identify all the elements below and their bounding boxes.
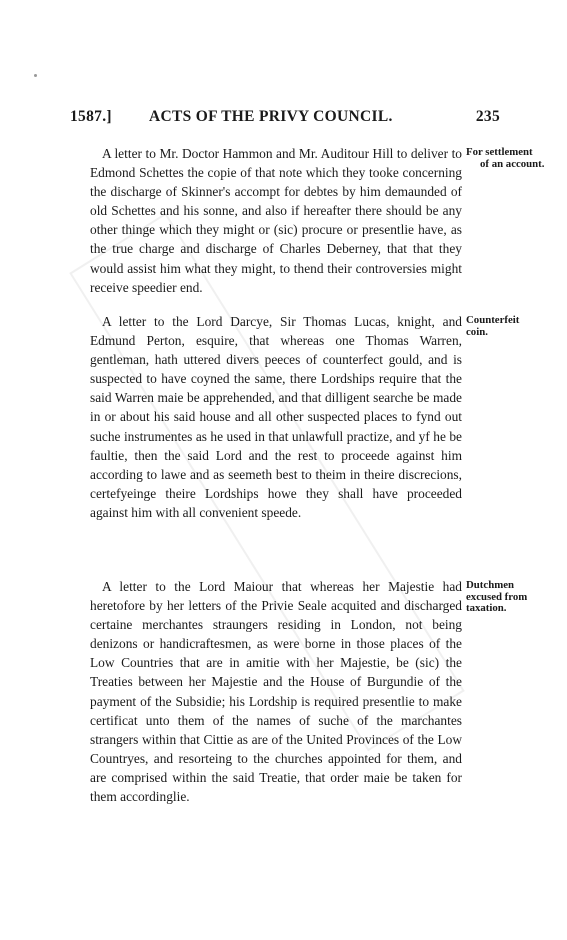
sidenote-line: of an account. <box>480 157 545 170</box>
header-title: ACTS OF THE PRIVY COUNCIL. <box>149 108 393 125</box>
entry-settlement-account: A letter to Mr. Doctor Hammon and Mr. Auditour Hill to deliver to Edmond Schettes the copie of that note which they tooke concerning the discharge of Skinner's accompt for debtes by him demaunded of old Schettes and his sonne, and also if hereafter there should be any other thinge which they might or (sic) procure or presentlie have, as the true charge and discharge of Charles Deberney, that that they would assist him what they might, to thend their controversies might receive speedier end. <box>90 146 462 295</box>
sidenote-counterfeit <box>466 315 566 338</box>
sidenote-line: For settlement <box>466 146 533 158</box>
entry-counterfeit-coin: A letter to the Lord Darcye, Sir Thomas Lucas, knight, and Edmund Perton, esquire, that whereas one Thomas Warren, gentleman, hath uttered divers peeces of counterfect gould, and is suspected to have coyned the same, there Lordships require that the said Warren maie be apprehended, and that dilligent searche be made in or about his said house and all other suspected places to fynd out suche instrumentes as he used in that unlawfull practize, and yf he be faultie, then the said Lord and the rest to proceede against him according to lawe and as seemeth best to theim in theire discrecions, certefyeinge theire Lordships howe they shall have proceeded against him with all convenient speede. <box>90 314 462 520</box>
page-number: 235 <box>475 108 500 125</box>
header-year: 1587.] <box>70 108 112 125</box>
sidenote-line: Dutchmen <box>466 579 514 591</box>
sidenote-settlement <box>466 147 566 170</box>
sidenote-dutchmen <box>466 580 566 615</box>
sidenote-line: coin. <box>466 325 488 338</box>
margin-speck <box>34 74 37 77</box>
sidenote-line: Counterfeit <box>466 314 520 326</box>
sidenote-line: excused from <box>466 590 528 603</box>
entry-dutchmen-taxation: A letter to the Lord Maiour that whereas her Majestie had heretofore by her letters of the Privie Seale acquited and discharged certaine merchantes straungers residing in London, not being denizons or handicraftesmen, as were borne in those places of the Low Countries that are in amitie with her Majestie, be (sic) the Treaties between her Majestie and the House of Burgundie of the payment of the Subsidie; his Lordship is required presentlie to make certificat unto them of the names of suche of the marchantes strangers within that Cittie as are of the United Provinces of the Low Countryes, and resorteing to the churches appointed for them, and are comprised within the said Treatie, that order maie be taken for them accordinglie. <box>90 579 462 805</box>
running-header <box>70 108 500 130</box>
sidenote-line: taxation. <box>466 602 507 614</box>
